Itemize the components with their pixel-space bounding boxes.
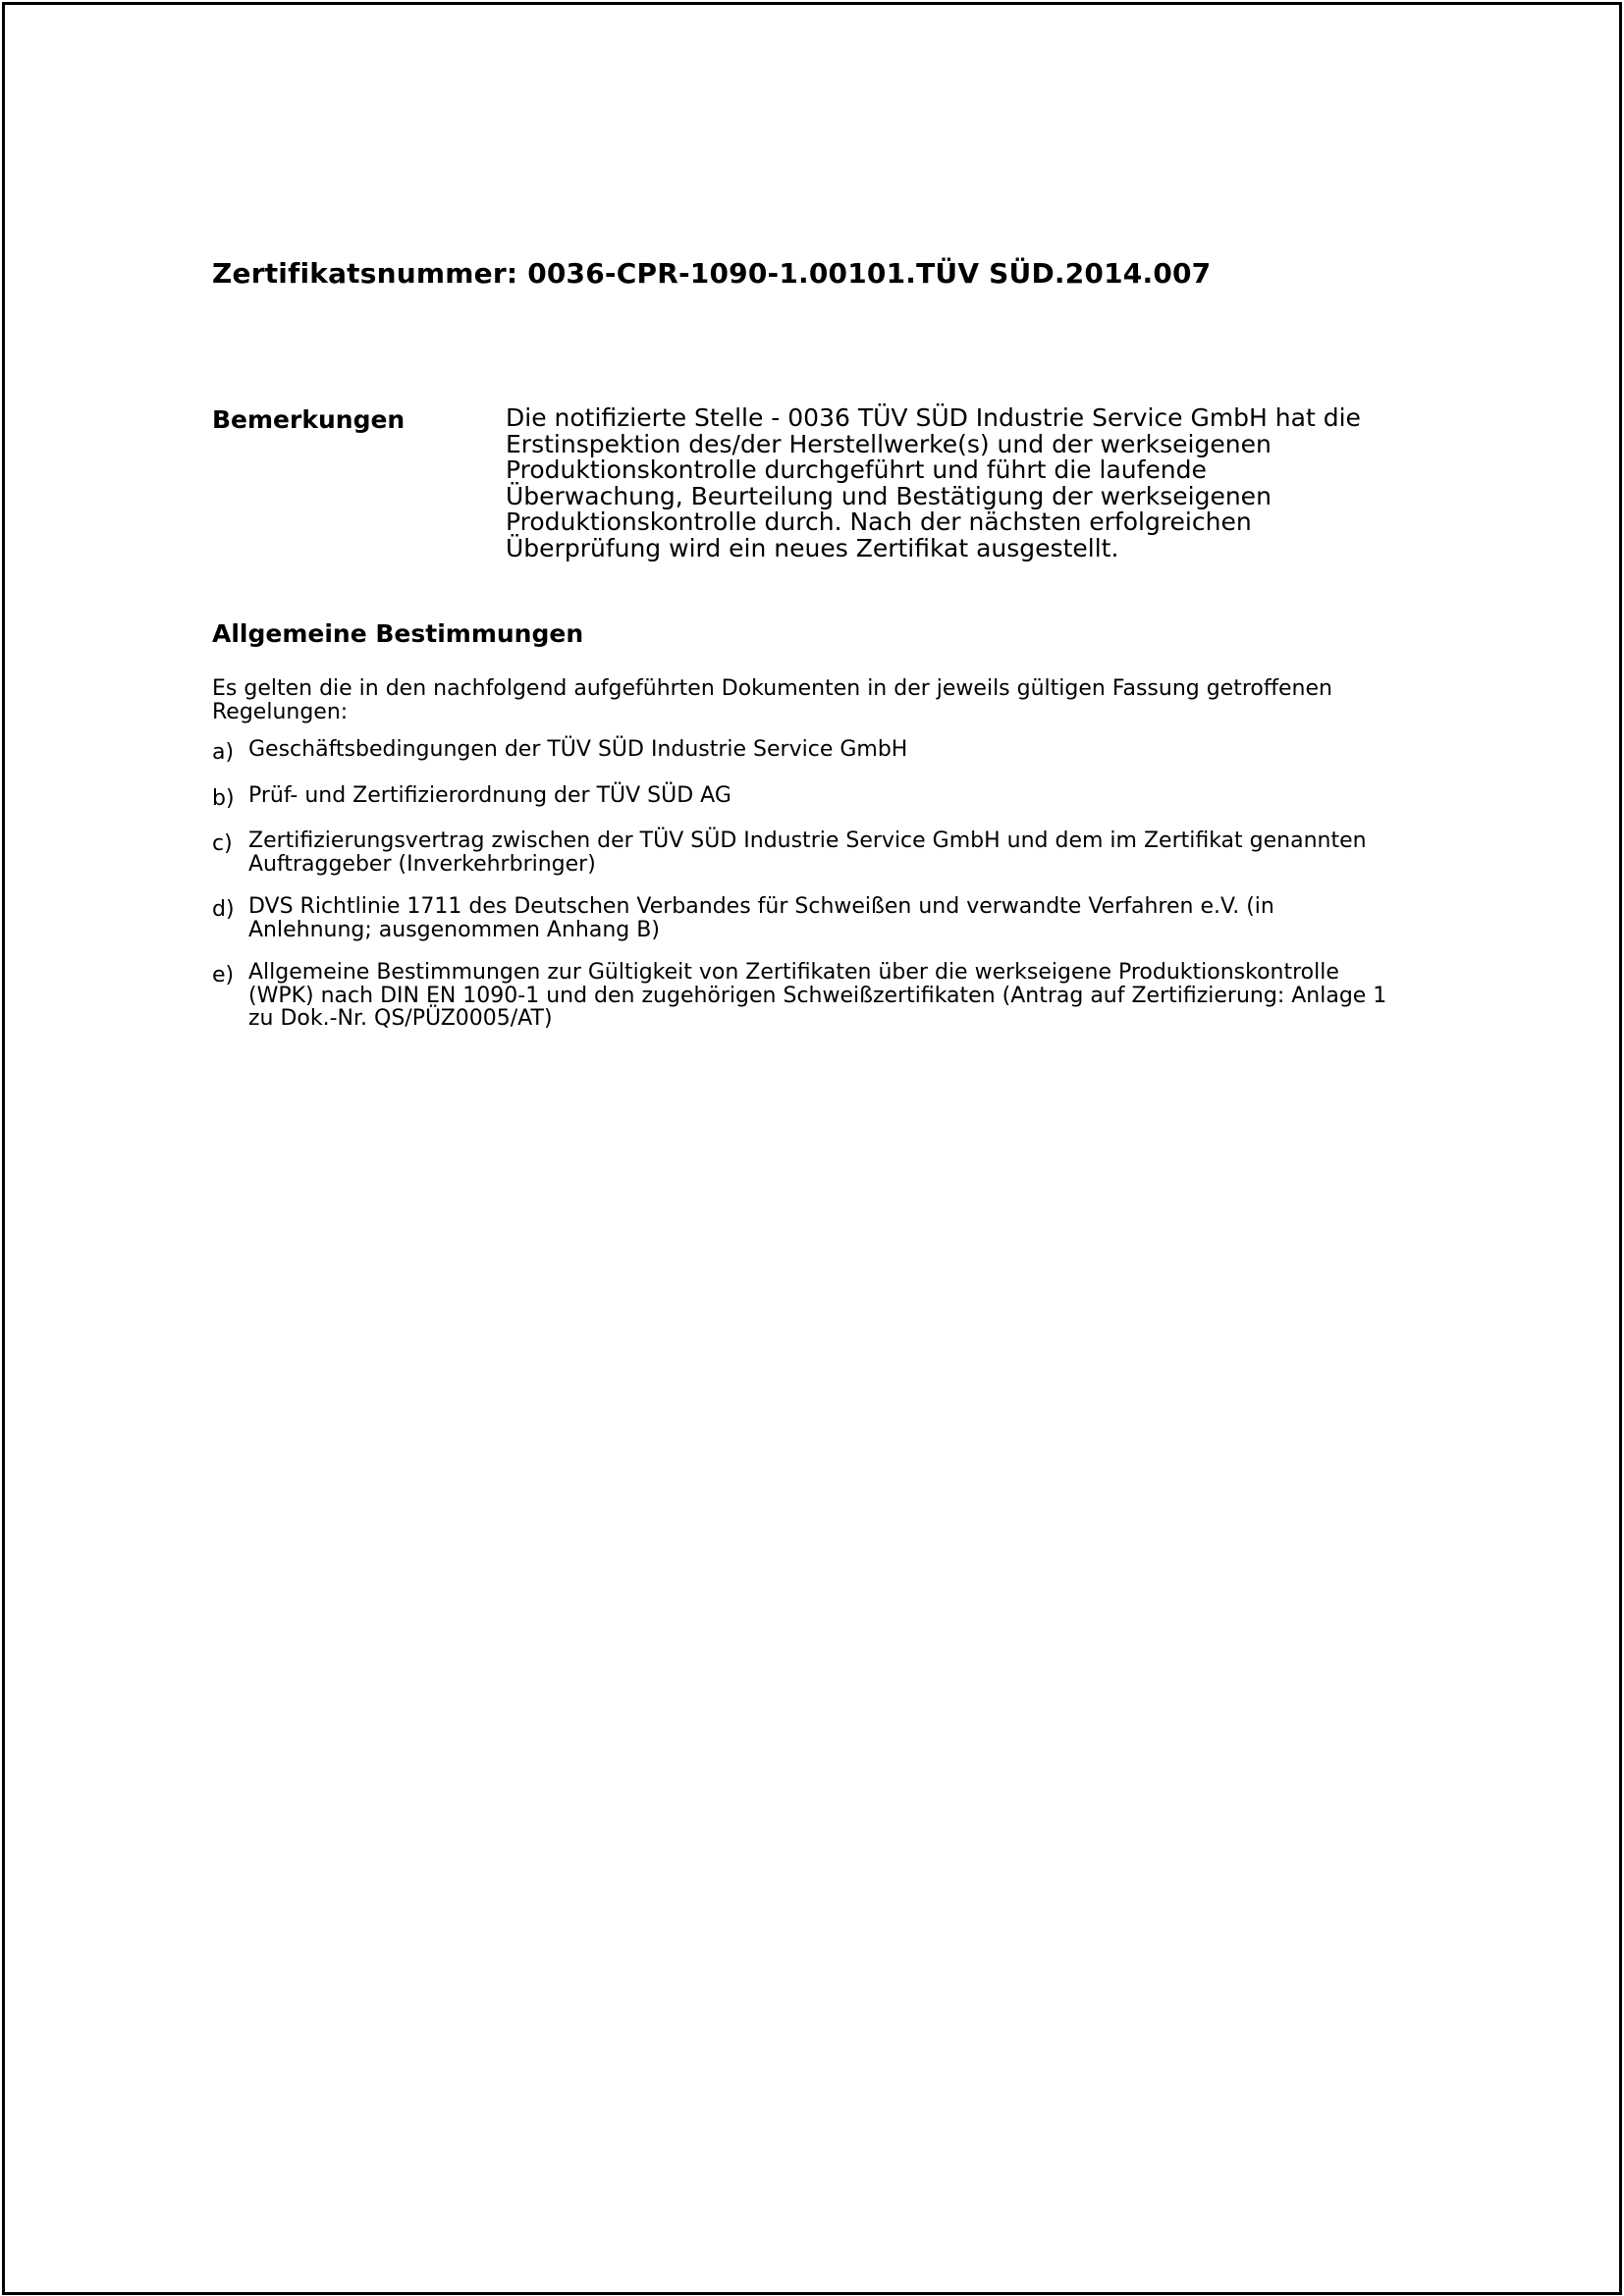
list-item [212, 961, 1390, 1031]
list-item-text: Geschäftsbedingungen der TÜV SÜD Industrie Service GmbH [248, 737, 908, 762]
remarks-text: Die notifizierte Stelle - 0036 TÜV SÜD Industrie Service GmbH hat die Erstinspektion des/der Herstellwerke(s) und der werkseigenen Produktionskontrolle durchgeführt und führt die laufende Überwachung, Beurteilung und Bestätigung der werkseigenen Produktionskontrolle durch. Nach der nächsten erfolgreichen Überprüfung wird ein neues Zertifikat ausgestellt. [506, 403, 1361, 562]
list-item-letter: d) [212, 897, 235, 922]
general-terms-intro: Es gelten die in den nachfolgend aufgeführten Dokumenten in der jeweils gültigen Fassung getroffenen Regelungen: [212, 676, 1332, 724]
list-item [212, 895, 1390, 941]
list-item-text: Zertifizierungsvertrag zwischen der TÜV SÜD Industrie Service GmbH und dem im Zertifikat genannten Auftraggeber (Inverkehrbringer) [248, 828, 1367, 877]
general-terms-heading: Allgemeine Bestimmungen [212, 619, 584, 648]
certificate-number: Zertifikatsnummer: 0036-CPR-1090-1.00101.TÜV SÜD.2014.007 [212, 257, 1212, 290]
list-item-letter: a) [212, 740, 235, 765]
terms-list [212, 738, 1390, 1050]
remarks-label: Bemerkungen [212, 405, 406, 434]
list-item-letter: e) [212, 963, 235, 988]
list-item-text: Allgemeine Bestimmungen zur Gültigkeit von Zertifikaten über die werkseigene Produktionskontrolle (WPK) nach DIN EN 1090-1 und den zugehörigen Schweißzertifikaten (Antrag auf Zertifizierung: Anlage 1 zu Dok.-Nr. QS/PÜZ0005/AT) [248, 960, 1387, 1031]
list-item [212, 738, 1390, 765]
list-item-letter: b) [212, 785, 235, 811]
list-item-text: DVS Richtlinie 1711 des Deutschen Verbandes für Schweißen und verwandte Verfahren e.V. (in Anlehnung; ausgenommen Anhang B) [248, 894, 1274, 942]
page-border [2, 2, 1622, 2295]
list-item [212, 784, 1390, 811]
list-item-text: Prüf- und Zertifizierordnung der TÜV SÜD AG [248, 782, 731, 808]
list-item-letter: c) [212, 831, 233, 856]
list-item [212, 829, 1390, 876]
